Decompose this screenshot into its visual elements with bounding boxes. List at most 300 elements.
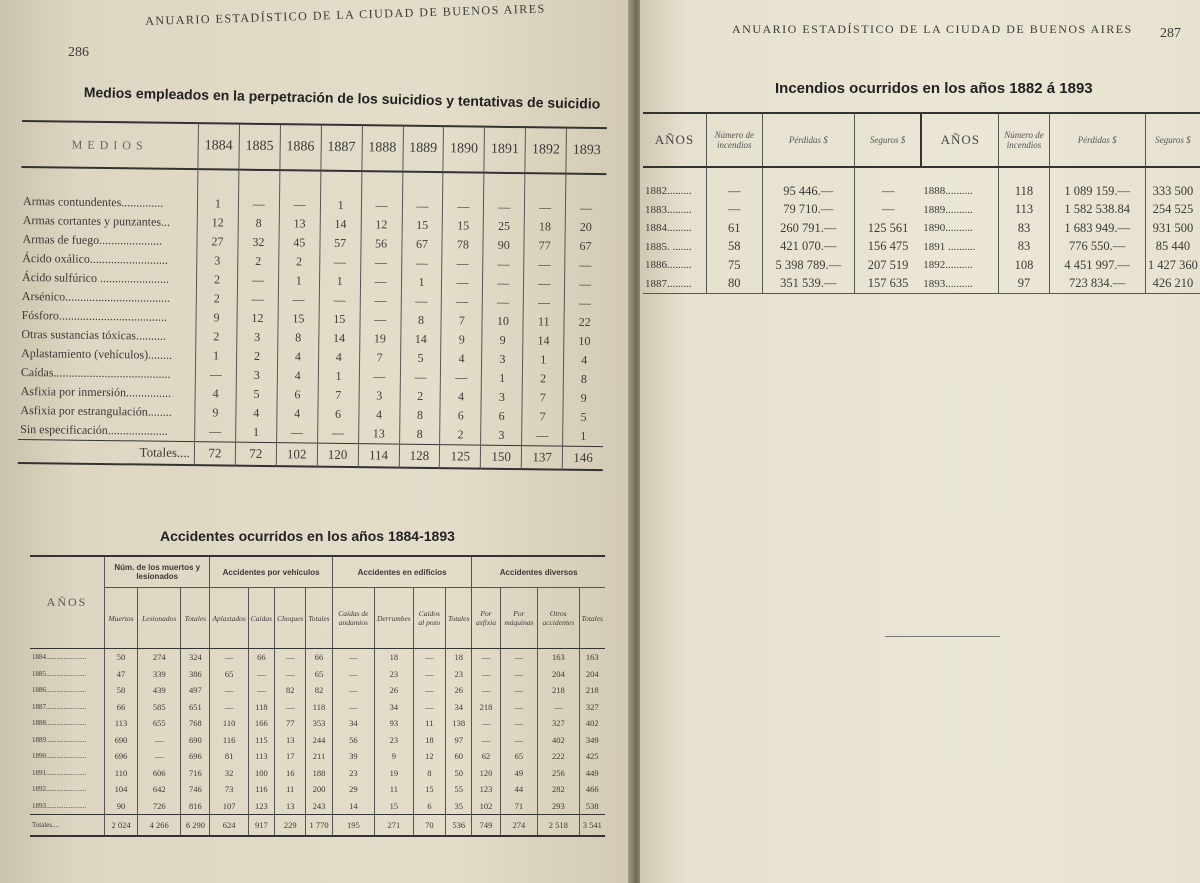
losses-value: 95 446.— (762, 167, 854, 201)
table-cell: 1 (563, 427, 604, 447)
year-label: 1886......... (645, 259, 692, 272)
table-cell: 50 (445, 765, 471, 782)
table-cell: — (195, 422, 236, 442)
table-cell: 56 (361, 234, 402, 253)
table-cell: 65 (500, 748, 537, 765)
total-cell: 1 770 (306, 815, 332, 837)
table-cell: 1 (235, 423, 276, 443)
year-header: 1884 (198, 123, 239, 169)
table-cell: 5 (400, 349, 441, 368)
table-cell: 90 (105, 798, 138, 815)
table-cell: 7 (522, 407, 563, 426)
table-cell: 67 (401, 235, 442, 254)
group-header: Accidentes diversos (472, 556, 605, 588)
table-cell: 62 (472, 748, 500, 765)
table-cell: 49 (500, 765, 537, 782)
table-cell: 100 (248, 765, 274, 782)
table-cell: — (483, 255, 524, 274)
table-cell: — (500, 682, 537, 699)
year-header: 1889 (402, 126, 443, 172)
table-cell: 256 (538, 765, 579, 782)
table-cell: 274 (138, 649, 181, 666)
table-cell: 10 (564, 332, 605, 351)
table-cell: 19 (359, 329, 400, 348)
table-cell: — (525, 173, 566, 217)
medios-header: MEDIOS (21, 121, 198, 169)
horizontal-rule (885, 636, 1000, 637)
page-number: 287 (1160, 26, 1181, 41)
table-cell: 163 (579, 649, 605, 666)
table-row (643, 275, 1200, 294)
table-cell: — (138, 748, 181, 765)
table-cell: 466 (579, 781, 605, 798)
totals-label: Totales.... (18, 439, 195, 465)
row-label: Armas contundentes.............. (22, 194, 164, 210)
table-cell: — (332, 666, 374, 683)
table-cell: 6 (440, 406, 481, 425)
table-cell: 11 (523, 312, 564, 331)
right-page (640, 0, 1200, 883)
table-cell: 26 (374, 682, 413, 699)
table-cell: 7 (318, 386, 359, 405)
accidents-subheader-row (30, 588, 605, 649)
table-cell: — (360, 310, 401, 329)
fires-count: 83 (999, 219, 1049, 238)
table-cell: — (360, 272, 401, 291)
table-cell: — (237, 271, 278, 290)
table-cell: 696 (181, 748, 210, 765)
table-cell: — (238, 170, 279, 214)
row-label: Caídas....................................... (20, 365, 171, 381)
suicides-title: Medios empleados en la perpetración de los suicidios y tentativas de suicidio (83, 84, 601, 112)
subheader: Por asfixia (472, 588, 500, 649)
table-cell: 497 (181, 682, 210, 699)
table-cell: 13 (279, 214, 320, 233)
table-cell: — (566, 174, 607, 218)
table-cell: 3 (236, 366, 277, 385)
subheader: Aplastados (210, 588, 248, 649)
table-cell: 8 (238, 214, 279, 233)
table-cell: 73 (210, 781, 248, 798)
accidents-group-row (30, 556, 605, 588)
table-cell: 78 (442, 235, 483, 254)
total-cell: 2 024 (105, 815, 138, 837)
table-row (643, 167, 1200, 201)
table-cell: 66 (105, 699, 138, 716)
table-cell: 726 (138, 798, 181, 815)
subheader: Totales (306, 588, 332, 649)
fires-count: — (706, 201, 762, 220)
table-cell: 14 (332, 798, 374, 815)
table-cell: — (500, 666, 537, 683)
running-header: ANUARIO ESTADÍSTICO DE LA CIUDAD DE BUENOS AIRES (145, 1, 546, 28)
totals-row (30, 815, 605, 837)
year-label: 1884......... (645, 222, 692, 235)
table-cell: 4 (441, 349, 482, 368)
table-cell: 642 (138, 781, 181, 798)
year-label: 1890.......... (923, 222, 973, 235)
table-cell: 18 (445, 649, 471, 666)
table-cell: 538 (579, 798, 605, 815)
year-header: 1890 (443, 126, 484, 172)
table-cell: 2 (236, 347, 277, 366)
table-cell: 34 (445, 699, 471, 716)
table-cell: 2 (196, 289, 237, 308)
table-cell: — (319, 291, 360, 310)
table-cell: — (332, 649, 374, 666)
table-cell: — (472, 732, 500, 749)
table-cell: 71 (500, 798, 537, 815)
table-cell: 8 (399, 425, 440, 445)
year-header: 1893 (566, 128, 607, 174)
table-cell: 32 (210, 765, 248, 782)
table-cell: 13 (275, 798, 306, 815)
table-cell: 44 (500, 781, 537, 798)
total-cell: 229 (275, 815, 306, 837)
fires-count: 58 (706, 238, 762, 257)
table-cell: 66 (248, 649, 274, 666)
table-cell: — (524, 255, 565, 274)
table-cell: 4 (236, 404, 277, 423)
total-cell: 536 (445, 815, 471, 837)
total-cell: 128 (399, 444, 440, 468)
table-cell: — (472, 649, 500, 666)
year-label: 1893.......... (921, 275, 999, 294)
table-cell: 14 (400, 330, 441, 349)
table-cell: 327 (538, 715, 579, 732)
table-cell: — (523, 293, 564, 312)
subheader: Totales (445, 588, 471, 649)
table-cell: 18 (374, 649, 413, 666)
table-cell: 6 (413, 798, 445, 815)
table-cell: 293 (538, 798, 579, 815)
row-label: 1890....................... (32, 752, 87, 761)
table-cell: 4 (277, 347, 318, 366)
table-cell: 123 (472, 781, 500, 798)
fires-count: 118 (999, 167, 1049, 201)
table-row (643, 219, 1200, 238)
losses-value: 723 834.— (1049, 275, 1145, 294)
table-cell: 716 (181, 765, 210, 782)
fires-count: 108 (999, 256, 1049, 275)
losses-value: 5 398 789.— (762, 256, 854, 275)
row-label: Arsénico................................... (21, 289, 171, 305)
running-header: ANUARIO ESTADÍSTICO DE LA CIUDAD DE BUENOS AIRES (732, 22, 1133, 36)
table-cell: 90 (483, 236, 524, 255)
table-cell: 353 (306, 715, 332, 732)
table-cell: 9 (482, 331, 523, 350)
table-cell: — (472, 666, 500, 683)
table-cell: 11 (374, 781, 413, 798)
table-cell: — (210, 649, 248, 666)
year-label: 1891 .......... (923, 240, 976, 253)
table-cell: 66 (306, 649, 332, 666)
table-cell: 12 (237, 309, 278, 328)
table-cell: 58 (105, 682, 138, 699)
table-cell: 55 (445, 781, 471, 798)
insurance-value: 254 525 (1145, 201, 1200, 220)
table-cell: 47 (105, 666, 138, 683)
table-cell: 113 (248, 748, 274, 765)
table-cell: — (361, 171, 402, 215)
table-cell: 11 (413, 715, 445, 732)
fires-count: 83 (999, 238, 1049, 257)
table-cell: 35 (445, 798, 471, 815)
losses-value: 260 791.— (762, 219, 854, 238)
table-cell: — (442, 273, 483, 292)
table-cell: 18 (413, 732, 445, 749)
year-header: 1886 (280, 124, 321, 170)
table-cell: 1 (401, 273, 442, 292)
table-cell: 1 (318, 367, 359, 386)
table-cell: — (413, 682, 445, 699)
table-cell: 39 (332, 748, 374, 765)
table-cell: 166 (248, 715, 274, 732)
row-label: Asfixia por estrangulación........ (20, 403, 172, 419)
table-cell: 34 (332, 715, 374, 732)
table-cell: — (360, 291, 401, 310)
table-cell: 282 (538, 781, 579, 798)
losses-value: 421 070.— (762, 238, 854, 257)
fires-count: 61 (706, 219, 762, 238)
row-label: Ácido oxálico.......................... (22, 251, 169, 267)
table-cell: — (360, 253, 401, 272)
table-cell: 14 (320, 215, 361, 234)
table-cell: 243 (306, 798, 332, 815)
table-cell: 123 (248, 798, 274, 815)
table-cell: 27 (197, 232, 238, 251)
table-cell: — (401, 254, 442, 273)
table-cell: 93 (374, 715, 413, 732)
table-cell: — (317, 424, 358, 444)
table-cell: 439 (138, 682, 181, 699)
numero-header: Número de incendios (706, 113, 762, 167)
table-cell: 690 (181, 732, 210, 749)
subheader: Caídos al pozo (413, 588, 445, 649)
table-cell: 9 (196, 308, 237, 327)
table-cell: 696 (105, 748, 138, 765)
table-cell: 8 (399, 406, 440, 425)
losses-value: 1 089 159.— (1049, 167, 1145, 201)
table-cell: 655 (138, 715, 181, 732)
table-cell: 17 (275, 748, 306, 765)
table-cell: — (413, 699, 445, 716)
table-cell: 8 (278, 328, 319, 347)
table-cell: — (275, 649, 306, 666)
table-cell: 690 (105, 732, 138, 749)
table-cell: 2 (440, 425, 481, 445)
table-cell: — (472, 715, 500, 732)
table-cell: — (248, 666, 274, 683)
year-header: 1887 (321, 125, 362, 171)
table-cell: 1 (197, 169, 238, 213)
table-row (30, 798, 605, 815)
total-cell: 70 (413, 815, 445, 837)
table-cell: 9 (441, 330, 482, 349)
table-cell: 65 (306, 666, 332, 683)
accidents-title: Accidentes ocurridos en los años 1884-1893 (160, 528, 455, 544)
group-header: Núm. de los muertos y lesionados (105, 556, 210, 588)
subheader: Choques (275, 588, 306, 649)
total-cell: 114 (358, 444, 399, 468)
table-cell: 18 (524, 217, 565, 236)
table-cell: 82 (306, 682, 332, 699)
table-cell: 386 (181, 666, 210, 683)
fires-count: 113 (999, 201, 1049, 220)
table-cell: 110 (210, 715, 248, 732)
table-cell: — (275, 699, 306, 716)
table-cell: 12 (361, 215, 402, 234)
table-cell: 402 (538, 732, 579, 749)
table-cell: 6 (277, 385, 318, 404)
table-cell: 7 (441, 311, 482, 330)
table-cell: — (522, 426, 563, 446)
table-cell: 7 (522, 388, 563, 407)
table-cell: 2 (523, 369, 564, 388)
table-cell: — (332, 682, 374, 699)
table-row (30, 781, 605, 798)
table-cell: 22 (564, 313, 605, 332)
table-cell: 11 (275, 781, 306, 798)
totals-label: Totales.... (30, 815, 105, 837)
total-cell: 2 518 (538, 815, 579, 837)
table-cell: 218 (472, 699, 500, 716)
table-cell: 218 (538, 682, 579, 699)
table-cell: 12 (413, 748, 445, 765)
suicides-table (18, 120, 607, 471)
row-label: 1889....................... (32, 735, 87, 744)
subheader: Otros accidentes (538, 588, 579, 649)
table-cell: — (413, 649, 445, 666)
total-cell: 749 (472, 815, 500, 837)
table-cell: 23 (445, 666, 471, 683)
table-cell: 15 (402, 216, 443, 235)
table-cell: 9 (195, 403, 236, 422)
table-cell: 8 (563, 370, 604, 389)
fires-count: 80 (706, 275, 762, 294)
table-cell: 1 (278, 271, 319, 290)
table-cell: — (210, 699, 248, 716)
table-cell: 324 (181, 649, 210, 666)
table-cell: 15 (443, 216, 484, 235)
anos-header: AÑOS (30, 556, 105, 649)
insurance-value: 125 561 (854, 219, 921, 238)
seguros-header: Seguros $ (1145, 113, 1200, 167)
total-cell: 4 266 (138, 815, 181, 837)
table-cell: 163 (538, 649, 579, 666)
table-cell: — (565, 275, 606, 294)
total-cell: 72 (194, 442, 235, 466)
table-cell: 23 (374, 732, 413, 749)
table-cell: 26 (445, 682, 471, 699)
table-cell: — (138, 732, 181, 749)
table-cell: — (472, 682, 500, 699)
table-cell: 113 (105, 715, 138, 732)
group-header: Accidentes en edificios (332, 556, 472, 588)
table-cell: 77 (524, 236, 565, 255)
subheader: Muertos (105, 588, 138, 649)
table-cell: 4 (318, 348, 359, 367)
table-cell: 6 (318, 405, 359, 424)
table-cell: — (500, 715, 537, 732)
table-cell: 4 (358, 405, 399, 424)
seguros-header: Seguros $ (854, 113, 921, 167)
insurance-value: 156 475 (854, 238, 921, 257)
fires-count: 75 (706, 256, 762, 275)
table-row (30, 732, 605, 749)
table-cell: 746 (181, 781, 210, 798)
year-label: 1882......... (645, 185, 692, 198)
table-cell: 32 (238, 233, 279, 252)
table-cell: 23 (374, 666, 413, 683)
table-cell: 57 (320, 234, 361, 253)
table-cell: — (195, 365, 236, 384)
total-cell: 146 (562, 446, 603, 470)
insurance-value: 207 519 (854, 256, 921, 275)
table-cell: 115 (248, 732, 274, 749)
table-cell: 56 (332, 732, 374, 749)
subheader: Derrumbes (374, 588, 413, 649)
table-cell: 651 (181, 699, 210, 716)
losses-value: 79 710.— (762, 201, 854, 220)
fires-count: 97 (999, 275, 1049, 294)
table-cell: — (332, 699, 374, 716)
table-cell: 116 (248, 781, 274, 798)
table-cell: 77 (275, 715, 306, 732)
table-cell: — (279, 170, 320, 214)
table-cell: 3 (481, 388, 522, 407)
row-label: Asfixia por inmersión............... (20, 384, 172, 400)
table-cell: — (564, 294, 605, 313)
table-cell: 23 (332, 765, 374, 782)
insurance-value: 1 427 360 (1145, 256, 1200, 275)
table-cell: — (442, 292, 483, 311)
anos-header: AÑOS (643, 113, 706, 167)
table-cell: 8 (413, 765, 445, 782)
table-cell: 3 (197, 251, 238, 270)
table-cell: 12 (197, 213, 238, 232)
table-cell: 425 (579, 748, 605, 765)
table-cell: 97 (445, 732, 471, 749)
table-cell: 449 (579, 765, 605, 782)
total-cell: 917 (248, 815, 274, 837)
table-cell: 2 (238, 252, 279, 271)
table-cell: 67 (565, 237, 606, 256)
table-row (643, 256, 1200, 275)
table-cell: 200 (306, 781, 332, 798)
table-row (30, 748, 605, 765)
subheader: Caídas (248, 588, 274, 649)
table-cell: 13 (358, 424, 399, 444)
table-row (21, 167, 606, 218)
table-cell: 20 (565, 218, 606, 237)
subheader: Caídas de andamios (332, 588, 374, 649)
table-cell: — (359, 367, 400, 386)
table-cell: — (276, 423, 317, 443)
total-cell: 150 (481, 445, 522, 469)
table-cell: 50 (105, 649, 138, 666)
table-cell: 65 (210, 666, 248, 683)
table-cell: 244 (306, 732, 332, 749)
table-cell: 2 (196, 270, 237, 289)
table-cell: — (484, 173, 525, 217)
table-cell: — (401, 292, 442, 311)
table-cell: 104 (105, 781, 138, 798)
row-label: 1885....................... (32, 669, 87, 678)
table-cell: — (443, 172, 484, 216)
total-cell: 3 541 (579, 815, 605, 837)
total-cell: 102 (276, 443, 317, 467)
